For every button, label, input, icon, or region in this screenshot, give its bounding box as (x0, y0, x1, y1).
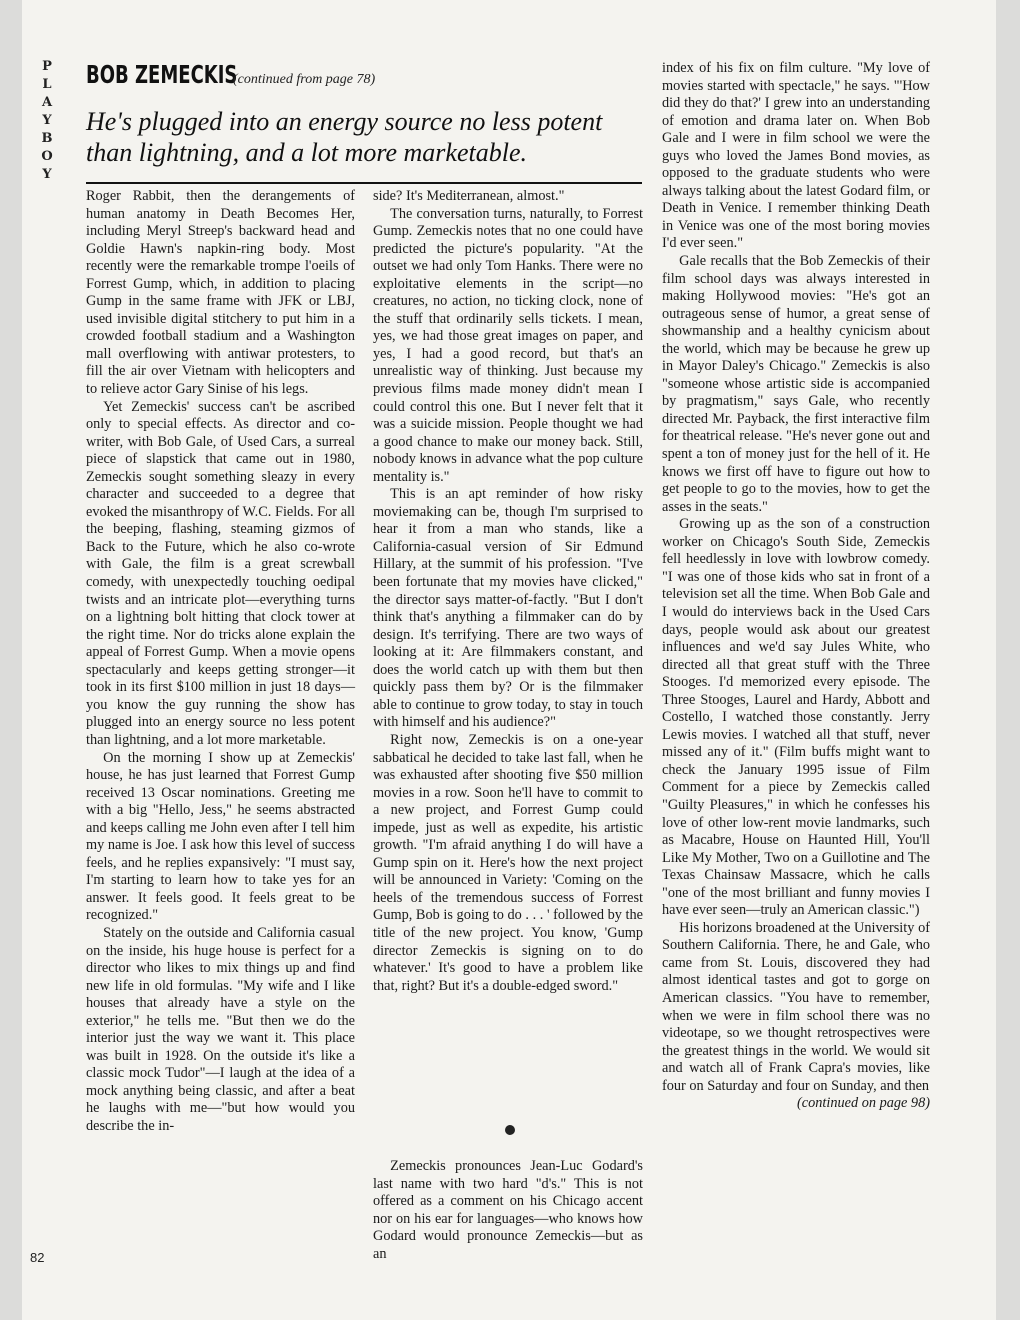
masthead-letter: P (42, 59, 52, 74)
column-2-continued (373, 1158, 643, 1263)
masthead-letter: B (41, 131, 53, 146)
paragraph: Roger Rabbit, then the derangements of human anatomy in Death Becomes Her, including Meryl Streep's backward head and Goldie Hawn's napkin-ring body. Most recently were the remarkable trompe l'oeils of Forrest Gump, which, in addition to placing Gump in the same frame with JFK or LBJ, used invisible digital stitchery to put him in a crowded football stadium and a Washington mall overflowing with antiwar protesters, to fill the air over Vietnam with helicopters and to relieve actor Gary Sinise of his legs. (86, 188, 355, 398)
continued-from: (continued from page 78) (233, 72, 376, 87)
deck-quote: He's plugged into an energy source no less potent than lightning, and a lot more marketable. (86, 107, 603, 167)
paragraph: Growing up as the son of a construction worker on Chicago's South Side, Zemeckis fell heedlessly in love with lowbrow comedy. "I was one of those kids who sat in front of a television set all the time. When Bob Gale and I would do interviews back in the Used Cars days, people would ask about our greatest influences and we'd say Jules White, who directed all that great stuff with the Three Stooges. I'd memorized every episode. The Three Stooges, Laurel and Hardy, Abbott and Costello, I watched those constantly. Jerry Lewis movies. I watched all that stuff, never missed any of it." (Film buffs might want to check the January 1995 issue of Film Comment for a piece by Zemeckis called "Guilty Pleasures," in which he confesses his love of other low-rent movie landmarks, such as Macabre, House on Haunted Hill, You'll Like My Mother, Two on a Guillotine and The Texas Chainsaw Massacre, which he calls "one of the most brilliant and funny movies I have ever seen—truly an American classic.") (662, 516, 930, 919)
header-rule (86, 182, 642, 184)
page-number: 82 (30, 1250, 45, 1265)
article-name: BOB ZEMECKIS (86, 60, 238, 89)
paragraph: Gale recalls that the Bob Zemeckis of their film school days was always interested in making Hollywood movies: "He's got an outrageous sense of humor, a great sense of showmanship and a healthy cynicism about the world, which may be because he grew up in Mayor Daley's Chicago." Zemeckis is also "someone whose artistic side is accompanied by pragmatism," says Gale, who recently directed Mr. Payback, the first interactive film for theatrical release. "He's never gone out and spent a ton of money just for the hell of it. He knows we first off have to figure out how to get people to go to the movies, how to get the asses in the seats." (662, 253, 930, 515)
section-break-dot (505, 1125, 515, 1135)
paragraph: Zemeckis pronounces Jean-Luc Godard's last name with two hard "d's." This is not offered as a comment on his Chicago accent nor on his ear for languages—who knows how Godard would pronounce Zemeckis—but as an (373, 1158, 643, 1262)
paragraph: Yet Zemeckis' success can't be ascribed only to special effects. As director and co-writer, with Bob Gale, of Used Cars, a surreal piece of slapstick that came out in 1980, Zemeckis sought something sleazy in every character and succeeded to a degree that evoked the misanthropy of W.C. Fields. For all the beeping, flashing, steaming gizmos of Back to the Future, which he also co-wrote with Gale, the film is a great screwball comedy, with unexpectedly touching oedipal twists and an intricate plot—everything turns on a lightning bolt hitting that clock tower at the right time. Nor do tricks alone explain the appeal of Forrest Gump. When a movie opens spectacularly and keeps getting stronger—it took in its first $100 million in just 18 days—you know the guy running the show has plugged into an energy source no less potent than lightning, and a lot more marketable. (86, 398, 355, 748)
paragraph: The conversation turns, naturally, to Forrest Gump. Zemeckis notes that no one could have predicted the picture's popularity. "At the outset we had only Tom Hanks. There were no exploitative elements in the script—no creatures, no action, no ticking clock, none of the stuff that ordinarily sells tickets. I mean, yes, we had those great images on paper, and yes, I had a good record, but that's an unrealistic way of thinking. Just because my previous films made money didn't mean I could control this one. But I never felt that it was a suicide mission. People thought we had a good chance to make our money back. Still, nobody knows in advance what the pop culture mentality is." (373, 205, 643, 485)
paragraph: side? It's Mediterranean, almost." (373, 188, 565, 204)
masthead-letter: Y (42, 167, 52, 182)
masthead (36, 58, 58, 184)
column-3 (662, 60, 930, 1113)
paragraph: On the morning I show up at Zemeckis' house, he has just learned that Forrest Gump received 13 Oscar nominations. Greeting me with a big "Hello, Jess," he seems abstracted and keeps calling me John even after I tell him my name is Joe. I ask how this level of success feels, and he replies expansively: "I must say, I'm starting to learn how to take yes for an answer. It feels good. It feels great to be recognized." (86, 749, 355, 924)
paragraph: His horizons broadened at the University of Southern California. There, he and Gale, who came from St. Louis, discovered they had almost identical tastes and got to gorge on American classics. "You have to remember, when we were in film school there was no videotape, so we thought retrospectives were the greatest things in the world. We would sit and watch all of Frank Capra's movies, like four on Saturday and four on Sunday, and then (662, 919, 930, 1094)
paragraph: This is an apt reminder of how risky moviemaking can be, though I'm surprised to hear it from a man who stands, like a California-casual version of Sir Edmund Hillary, at the summit of his profession. "I've been fortunate that my movies have clicked," the director says matter-of-factly. "But I don't think that's anything a filmmaker can do by design. It's terrifying. There are two ways of looking at it: Are filmmakers constant, and does the world catch up with them but then quickly pass them by? Or is the filmmaker able to continue to grow today, to stay in touch with himself and his audience?" (373, 486, 643, 731)
masthead-letter: Y (42, 113, 52, 128)
magazine-page (22, 0, 996, 1320)
masthead-letter: O (41, 149, 53, 164)
continued-on: (continued on page 98) (796, 1095, 930, 1112)
paragraph: Stately on the outside and California casual on the inside, his huge house is perfect for a director who likes to mix things up and find new life in old formulas. "My wife and I like houses that already have a style on the exterior," he tells me. "But then we do the interior just the way we want it. This place was built in 1928. On the outside it's like a classic mock Tudor"—I laugh at the idea of a mock anything being classic, and after a beat he laughs with me—"but how would you describe the in- (86, 924, 355, 1134)
column-1 (86, 188, 355, 1136)
column-2 (373, 188, 643, 995)
paragraph: Right now, Zemeckis is on a one-year sabbatical he decided to take last fall, when he was exhausted after shooting five $50 million movies in a row. Soon he'll have to commit to a new project, and Forrest Gump could impede, just as well as expedite, his artistic growth. "I'm afraid anything I do will have a Gump spin on it. Here's how the next project will be announced in Variety: 'Coming on the heels of the tremendous success of Forrest Gump, Bob is going to do . . . ' followed by the title of the new project. You know, 'Gump director Zemeckis is signing on to do whatever.' It's good to have a problem like that, right? But it's a double-edged sword." (373, 731, 643, 994)
masthead-letter: L (42, 77, 52, 92)
paragraph: index of his fix on film culture. "My love of movies started with spectacle," he says. "'How did they do that?' I grew into an understanding of emotion and drama later on. When Bob Gale and I were in film school we were the guys who loved the James Bond movies, as opposed to the graduate students who were always talking about the latest Godard film, or Death in Venice. I remember thinking Death in Venice was one of the most boring movies I'd ever seen." (662, 60, 930, 252)
masthead-letter: A (41, 95, 53, 110)
article-header (86, 60, 641, 90)
